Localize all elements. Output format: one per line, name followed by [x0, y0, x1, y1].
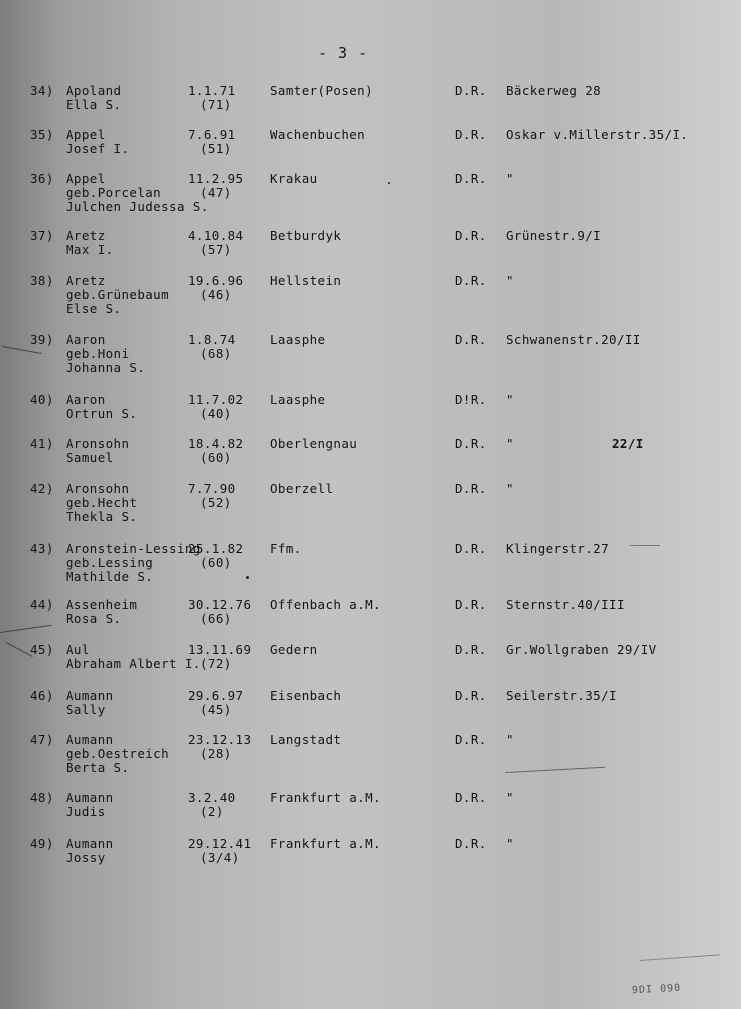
destination: D.R. [455, 642, 487, 657]
birthplace: Laasphe [270, 392, 326, 407]
entry-name-line: Jossy [66, 850, 106, 865]
entry-name-line: Aaron [66, 332, 106, 347]
birthplace: Frankfurt a.M. [270, 836, 381, 851]
margin-scratch [640, 954, 720, 961]
address: " [506, 273, 514, 288]
birth-date: 7.6.91 [188, 127, 236, 142]
entry-number: 40) [30, 392, 54, 407]
birthplace: Laasphe [270, 332, 326, 347]
birth-date: 7.7.90 [188, 481, 236, 496]
birthplace: Gedern [270, 642, 318, 657]
birth-date: 23.12.13 [188, 732, 252, 747]
destination: D.R. [455, 541, 487, 556]
entry-name-line: Aul [66, 642, 90, 657]
entry-number: 42) [30, 481, 54, 496]
margin-scratch [0, 625, 52, 633]
birthplace: Oberlengnau [270, 436, 358, 451]
birth-date: 1.8.74 [188, 332, 236, 347]
entry-name-line: geb.Lessing [66, 555, 154, 570]
archive-stamp: 9DI 090 [631, 982, 682, 997]
age: (60) [200, 450, 232, 465]
address: Bäckerweg 28 [506, 83, 602, 98]
destination: D.R. [455, 228, 487, 243]
birthplace: Hellstein [270, 273, 342, 288]
entry-name-line: Else S. [66, 301, 122, 316]
address: Klingerstr.27 [506, 541, 610, 556]
ink-dot [246, 576, 249, 579]
birth-date: 25.1.82 [188, 541, 244, 556]
destination: D.R. [455, 273, 487, 288]
entry-number: 44) [30, 597, 54, 612]
birth-date: 30.12.76 [188, 597, 252, 612]
age: (68) [200, 346, 232, 361]
destination: D.R. [455, 481, 487, 496]
entry-name-line: Rosa S. [66, 611, 122, 626]
margin-scratch [505, 767, 605, 773]
entry-name-line: Aronsohn [66, 481, 130, 496]
destination: D!R. [455, 392, 487, 407]
entry-name-line: Aretz [66, 228, 106, 243]
address: " [506, 481, 514, 496]
entry-name-line: Berta S. [66, 760, 130, 775]
birth-date: 19.6.96 [188, 273, 244, 288]
entry-name-line: geb.Grünebaum [66, 287, 170, 302]
entry-name-line: Josef I. [66, 141, 130, 156]
entry-name-line: Appel [66, 171, 106, 186]
address: " [506, 836, 514, 851]
destination: D.R. [455, 83, 487, 98]
margin-scratch [2, 346, 42, 354]
entry-name-line: geb.Porcelan [66, 185, 162, 200]
age: (71) [200, 97, 232, 112]
entry-number: 36) [30, 171, 54, 186]
entry-number: 39) [30, 332, 54, 347]
entry-name-line: Appel [66, 127, 106, 142]
entry-number: 48) [30, 790, 54, 805]
entry-name-line: Mathilde S. [66, 569, 154, 584]
destination: D.R. [455, 127, 487, 142]
address: " [506, 392, 514, 407]
entry-name-line: Aronstein-Lessing [66, 541, 201, 556]
entry-number: 47) [30, 732, 54, 747]
entry-name-line: Aaron [66, 392, 106, 407]
birthplace: Samter(Posen) [270, 83, 374, 98]
birthplace: Ffm. [270, 541, 302, 556]
birthplace: Langstadt [270, 732, 342, 747]
destination: D.R. [455, 332, 487, 347]
age: (57) [200, 242, 232, 257]
entry-name-line: Sally [66, 702, 106, 717]
entry-number: 35) [30, 127, 54, 142]
destination: D.R. [455, 790, 487, 805]
entry-number: 38) [30, 273, 54, 288]
age: (60) [200, 555, 232, 570]
entry-name-line: Aumann [66, 836, 114, 851]
age: (3/4) [200, 850, 240, 865]
entry-name-line: Ortrun S. [66, 406, 138, 421]
entry-name-line: geb.Oestreich [66, 746, 170, 761]
address: Grünestr.9/I [506, 228, 602, 243]
entry-number: 41) [30, 436, 54, 451]
address: Gr.Wollgraben 29/IV [506, 642, 657, 657]
age: (2) [200, 804, 224, 819]
birth-date: 29.12.41 [188, 836, 252, 851]
address: " [506, 732, 514, 747]
entry-name-line: Aretz [66, 273, 106, 288]
address: Schwanenstr.20/II [506, 332, 641, 347]
destination: D.R. [455, 732, 487, 747]
birthplace: Eisenbach [270, 688, 342, 703]
address: " [506, 171, 514, 186]
entry-name-line: Abraham Albert I. [66, 656, 201, 671]
destination: D.R. [455, 688, 487, 703]
page-number: - 3 - [318, 44, 369, 62]
age: (40) [200, 406, 232, 421]
birth-date: 1.1.71 [188, 83, 236, 98]
age: (46) [200, 287, 232, 302]
age: (47) [200, 185, 232, 200]
entry-name-line: Ella S. [66, 97, 122, 112]
birthplace: Betburdyk [270, 228, 342, 243]
birth-date: 3.2.40 [188, 790, 236, 805]
entry-name-line: Thekla S. [66, 509, 138, 524]
birth-date: 29.6.97 [188, 688, 244, 703]
entry-number: 34) [30, 83, 54, 98]
address-extra: 22/I [612, 436, 644, 451]
address: Seilerstr.35/I [506, 688, 617, 703]
entry-name-line: Julchen Judessa S. [66, 199, 209, 214]
birth-date: 11.7.02 [188, 392, 244, 407]
entry-number: 46) [30, 688, 54, 703]
destination: D.R. [455, 836, 487, 851]
entry-name-line: Aumann [66, 732, 114, 747]
birthplace: Oberzell [270, 481, 334, 496]
age: (51) [200, 141, 232, 156]
entry-name-line: geb.Honi [66, 346, 130, 361]
destination: D.R. [455, 436, 487, 451]
age: (28) [200, 746, 232, 761]
birthplace: Krakau [270, 171, 318, 186]
entry-name-line: Samuel [66, 450, 114, 465]
entry-number: 43) [30, 541, 54, 556]
age: (45) [200, 702, 232, 717]
age: (72) [200, 656, 232, 671]
destination: D.R. [455, 597, 487, 612]
birth-date: 11.2.95 [188, 171, 244, 186]
entry-number: 45) [30, 642, 54, 657]
entry-name-line: Aronsohn [66, 436, 130, 451]
birth-date: 13.11.69 [188, 642, 252, 657]
birthplace: Wachenbuchen [270, 127, 366, 142]
birth-date: 18.4.82 [188, 436, 244, 451]
ink-dot [388, 182, 390, 184]
entry-name-line: Judis [66, 804, 106, 819]
entry-name-line: Assenheim [66, 597, 138, 612]
entry-name-line: Aumann [66, 688, 114, 703]
address: " [506, 790, 514, 805]
entry-number: 49) [30, 836, 54, 851]
entry-number: 37) [30, 228, 54, 243]
address: Oskar v.Millerstr.35/I. [506, 127, 689, 142]
birth-date: 4.10.84 [188, 228, 244, 243]
age: (66) [200, 611, 232, 626]
margin-scratch [630, 545, 660, 546]
destination: D.R. [455, 171, 487, 186]
address: " [506, 436, 514, 451]
birthplace: Offenbach a.M. [270, 597, 381, 612]
entry-name-line: Aumann [66, 790, 114, 805]
age: (52) [200, 495, 232, 510]
entry-name-line: Max I. [66, 242, 114, 257]
margin-scratch [6, 642, 33, 657]
birthplace: Frankfurt a.M. [270, 790, 381, 805]
entry-name-line: Johanna S. [66, 360, 146, 375]
address: Sternstr.40/III [506, 597, 625, 612]
entry-name-line: Apoland [66, 83, 122, 98]
entry-name-line: geb.Hecht [66, 495, 138, 510]
